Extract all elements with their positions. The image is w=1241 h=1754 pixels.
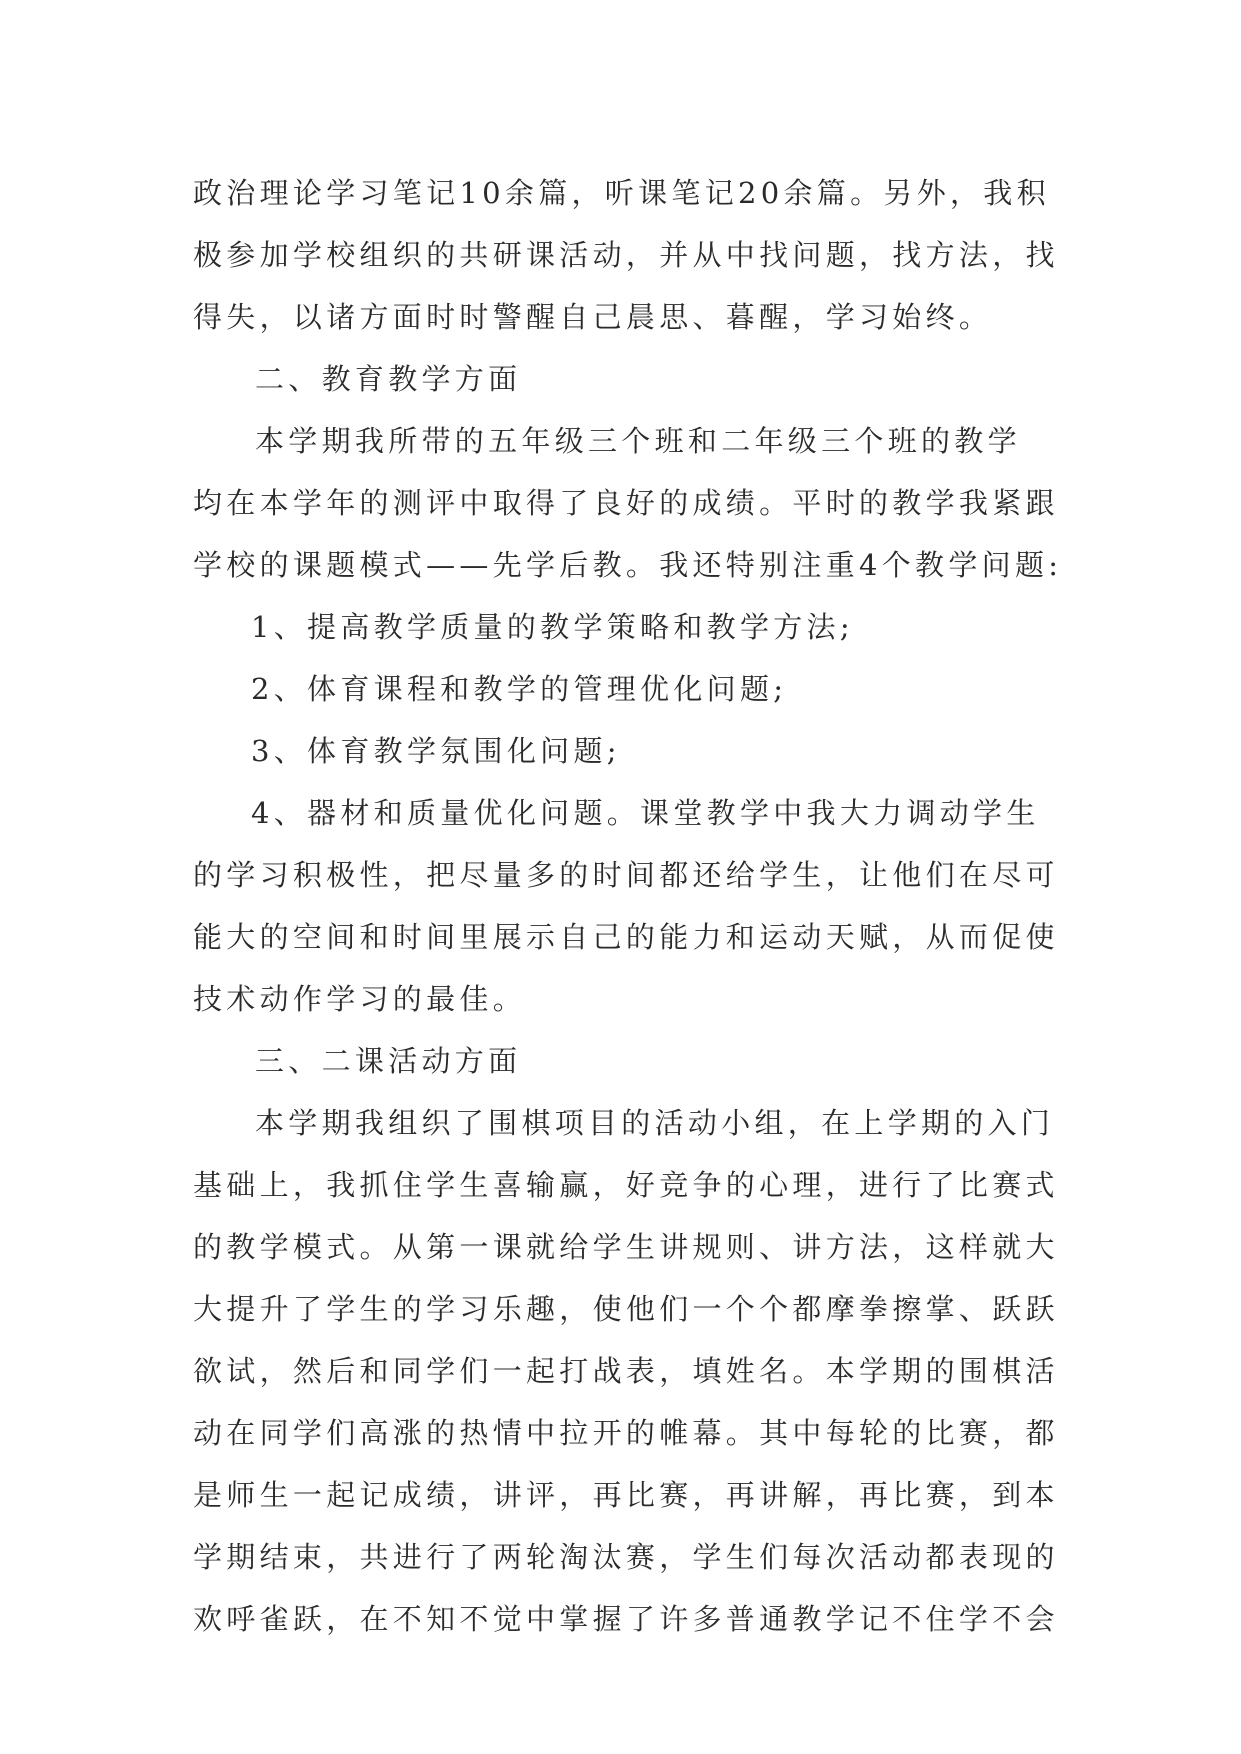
list-item: 3、体育教学氛围化问题;	[251, 734, 621, 768]
text-line: 基础上，我抓住学生喜输赢，好竞争的心理，进行了比赛式	[193, 1168, 1059, 1202]
text-line: 欢呼雀跃，在不知不觉中掌握了许多普通教学记不住学不会	[193, 1602, 1059, 1636]
text-line: 欲试，然后和同学们一起打战表，填姓名。本学期的围棋活	[193, 1354, 1059, 1388]
text-line: 极参加学校组织的共研课活动，并从中找问题，找方法，找	[193, 238, 1059, 272]
text-line: 得失，以诸方面时时警醒自己晨思、暮醒，学习始终。	[193, 300, 993, 334]
text-line: 政治理论学习笔记10余篇，听课笔记20余篇。另外，我积	[193, 176, 1050, 210]
text-line: 的教学模式。从第一课就给学生讲规则、讲方法，这样就大	[193, 1230, 1059, 1264]
text-line: 均在本学年的测评中取得了良好的成绩。平时的教学我紧跟	[193, 486, 1059, 520]
list-item: 4、器材和质量优化问题。课堂教学中我大力调动学生	[251, 796, 1040, 830]
text-line: 学校的课题模式——先学后教。我还特别注重4个教学问题:	[193, 548, 1063, 582]
text-line: 的学习积极性，把尽量多的时间都还给学生，让他们在尽可	[193, 858, 1059, 892]
text-line: 学期结束，共进行了两轮淘汰赛，学生们每次活动都表现的	[193, 1540, 1059, 1574]
text-line: 本学期我组织了围棋项目的活动小组，在上学期的入门	[255, 1106, 1055, 1140]
list-item: 1、提高教学质量的教学策略和教学方法;	[251, 610, 854, 644]
text-line: 大提升了学生的学习乐趣，使他们一个个都摩拳擦掌、跃跃	[193, 1292, 1059, 1326]
section-heading: 三、二课活动方面	[255, 1044, 522, 1078]
text-line: 是师生一起记成绩，讲评，再比赛，再讲解，再比赛，到本	[193, 1478, 1059, 1512]
text-line: 动在同学们高涨的热情中拉开的帷幕。其中每轮的比赛，都	[193, 1416, 1059, 1450]
list-item: 2、体育课程和教学的管理优化问题;	[251, 672, 788, 706]
text-line: 技术动作学习的最佳。	[193, 982, 527, 1016]
text-line: 本学期我所带的五年级三个班和二年级三个班的教学	[255, 424, 1021, 458]
section-heading: 二、教育教学方面	[255, 362, 522, 396]
text-line: 能大的空间和时间里展示自己的能力和运动天赋，从而促使	[193, 920, 1059, 954]
document-body	[193, 162, 1063, 1650]
